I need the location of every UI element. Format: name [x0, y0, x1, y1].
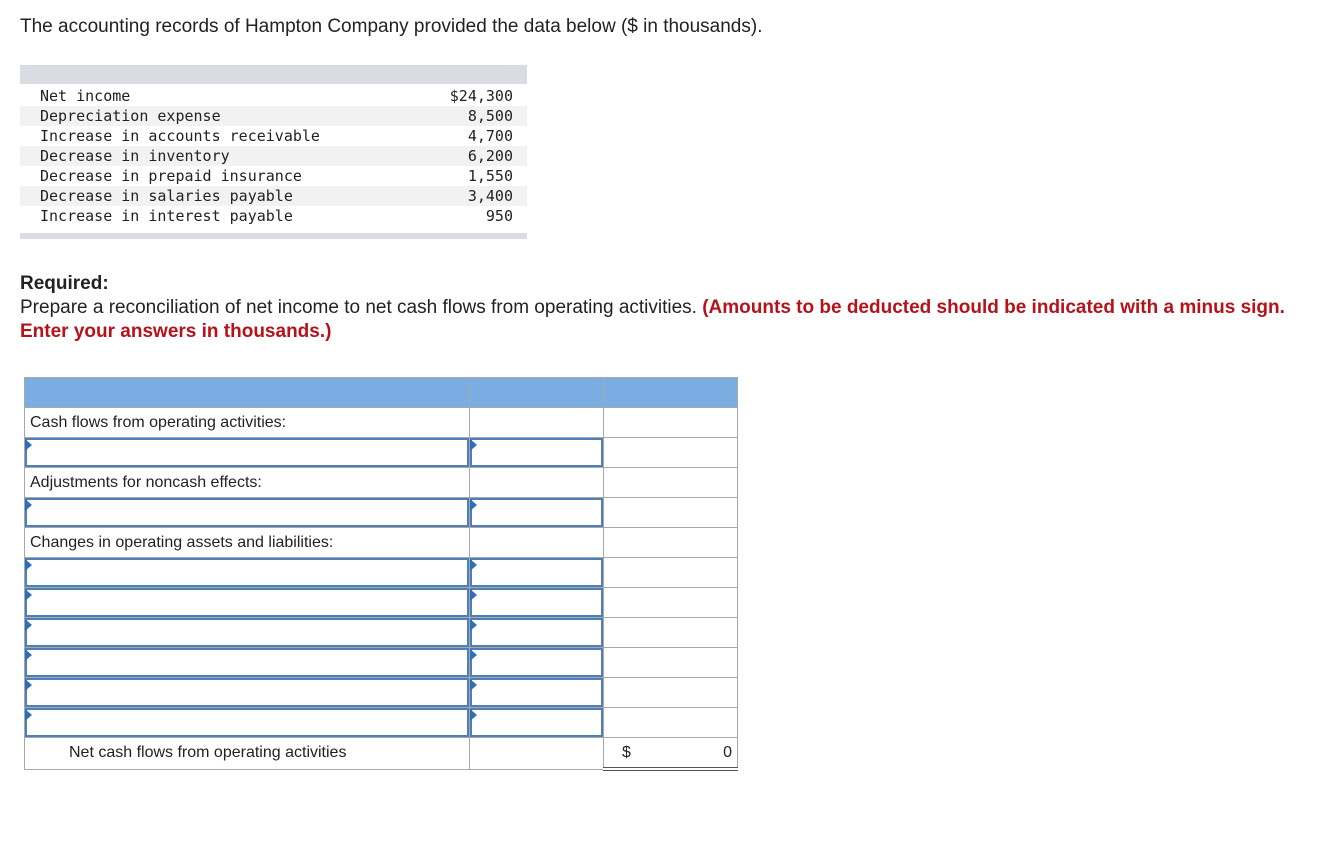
dropdown-arrow-icon: [25, 649, 32, 661]
amount-input-cell[interactable]: [470, 588, 604, 618]
data-row-value: 950: [485, 207, 513, 225]
dropdown-arrow-icon: [25, 499, 32, 511]
dropdown-arrow-icon: [25, 589, 32, 601]
amount-input-cell[interactable]: [470, 648, 604, 678]
description-input-cell[interactable]: [25, 708, 470, 738]
empty-cell: [604, 558, 738, 588]
dropdown-arrow-icon: [25, 709, 32, 721]
empty-cell: [470, 738, 604, 770]
empty-cell: [604, 498, 738, 528]
data-row-label: Decrease in inventory: [40, 147, 230, 165]
data-row-value: $24,300: [449, 87, 513, 105]
dropdown-arrow-icon: [25, 679, 32, 691]
amount-input[interactable]: [470, 618, 603, 647]
empty-cell: [470, 468, 604, 498]
description-input-cell[interactable]: [25, 498, 470, 528]
total-value: 0: [723, 743, 732, 761]
required-instructions: [20, 296, 1310, 344]
required-text: Prepare a reconciliation of net income to net cash flows from operating activities.: [20, 297, 703, 318]
currency-symbol: $: [622, 743, 631, 761]
data-row-value: 1,550: [467, 167, 513, 185]
empty-cell: [604, 408, 738, 438]
section-label-operating: Cash flows from operating activities:: [25, 408, 470, 438]
data-row-depreciation: [20, 106, 527, 126]
description-input-cell[interactable]: [25, 678, 470, 708]
empty-cell: [604, 438, 738, 468]
data-row-inventory: [20, 146, 527, 166]
data-row-prepaid-insurance: [20, 166, 527, 186]
input-marker-icon: [470, 589, 477, 601]
amount-input-cell[interactable]: [470, 618, 604, 648]
problem-intro: The accounting records of Hampton Company provided the data below ($ in thousands).: [20, 16, 763, 37]
amount-input-cell[interactable]: [470, 558, 604, 588]
amount-input[interactable]: [470, 498, 603, 527]
table-row: [25, 648, 738, 678]
description-input-cell[interactable]: [25, 618, 470, 648]
amount-input[interactable]: [470, 438, 603, 467]
table-row: [25, 678, 738, 708]
amount-input-cell[interactable]: [470, 498, 604, 528]
section-label-adjustments: Adjustments for noncash effects:: [25, 468, 470, 498]
data-box-top-bar: [20, 65, 527, 84]
given-data-list: [20, 86, 527, 226]
required-heading: Required:: [20, 273, 109, 294]
empty-cell: [604, 678, 738, 708]
dropdown-arrow-icon: [25, 619, 32, 631]
empty-cell: [604, 708, 738, 738]
amount-input-cell[interactable]: [470, 708, 604, 738]
description-dropdown[interactable]: [25, 618, 469, 647]
input-marker-icon: [470, 439, 477, 451]
empty-cell: [604, 618, 738, 648]
header-cell-total: [604, 378, 738, 408]
data-row-value: 8,500: [467, 107, 513, 125]
data-row-interest-payable: [20, 206, 527, 226]
empty-cell: [604, 528, 738, 558]
table-row: [25, 708, 738, 738]
description-dropdown[interactable]: [25, 708, 469, 737]
table-row: [25, 468, 738, 498]
input-marker-icon: [470, 559, 477, 571]
description-dropdown[interactable]: [25, 558, 469, 587]
data-row-value: 6,200: [467, 147, 513, 165]
dropdown-arrow-icon: [25, 559, 32, 571]
input-marker-icon: [470, 679, 477, 691]
header-cell-amount: [470, 378, 604, 408]
description-input-cell[interactable]: [25, 558, 470, 588]
amount-input[interactable]: [470, 588, 603, 617]
given-data-box: [20, 65, 527, 239]
data-row-value: 3,400: [467, 187, 513, 205]
table-row: [25, 558, 738, 588]
section-label-changes: Changes in operating assets and liabilities:: [25, 528, 470, 558]
empty-cell: [604, 648, 738, 678]
dropdown-arrow-icon: [25, 439, 32, 451]
amount-input[interactable]: [470, 678, 603, 707]
table-row: [25, 408, 738, 438]
required-emphasis: (Amounts to be deducted should be indicated with a minus sign. Enter your answers in thousands.): [20, 297, 1285, 342]
input-marker-icon: [470, 709, 477, 721]
data-box-bottom-bar: [20, 233, 527, 239]
empty-cell: [604, 588, 738, 618]
data-row-label: Depreciation expense: [40, 107, 221, 125]
amount-input[interactable]: [470, 648, 603, 677]
data-row-accounts-receivable: [20, 126, 527, 146]
description-dropdown[interactable]: [25, 678, 469, 707]
amount-input[interactable]: [470, 558, 603, 587]
total-row: [25, 738, 738, 770]
description-input-cell[interactable]: [25, 438, 470, 468]
data-row-label: Decrease in salaries payable: [40, 187, 293, 205]
total-value-cell: [604, 738, 738, 770]
input-marker-icon: [470, 649, 477, 661]
amount-input-cell[interactable]: [470, 678, 604, 708]
description-dropdown[interactable]: [25, 588, 469, 617]
description-dropdown[interactable]: [25, 498, 469, 527]
empty-cell: [604, 468, 738, 498]
header-cell-description: [25, 378, 470, 408]
description-dropdown[interactable]: [25, 438, 469, 467]
data-row-net-income: [20, 86, 527, 106]
input-marker-icon: [470, 499, 477, 511]
input-marker-icon: [470, 619, 477, 631]
table-row: [25, 618, 738, 648]
data-row-label: Decrease in prepaid insurance: [40, 167, 302, 185]
data-row-label: Increase in accounts receivable: [40, 127, 320, 145]
table-row: [25, 588, 738, 618]
total-label: Net cash flows from operating activities: [25, 738, 470, 770]
table-row: [25, 528, 738, 558]
table-row: [25, 438, 738, 468]
data-row-value: 4,700: [467, 127, 513, 145]
description-dropdown[interactable]: [25, 648, 469, 677]
data-row-label: Increase in interest payable: [40, 207, 293, 225]
table-header-row: [25, 378, 738, 408]
empty-cell: [470, 408, 604, 438]
amount-input-cell[interactable]: [470, 438, 604, 468]
data-row-salaries-payable: [20, 186, 527, 206]
description-input-cell[interactable]: [25, 588, 470, 618]
data-row-label: Net income: [40, 87, 131, 105]
table-row: [25, 498, 738, 528]
description-input-cell[interactable]: [25, 648, 470, 678]
empty-cell: [470, 528, 604, 558]
amount-input[interactable]: [470, 708, 603, 737]
reconciliation-table: [24, 377, 738, 771]
